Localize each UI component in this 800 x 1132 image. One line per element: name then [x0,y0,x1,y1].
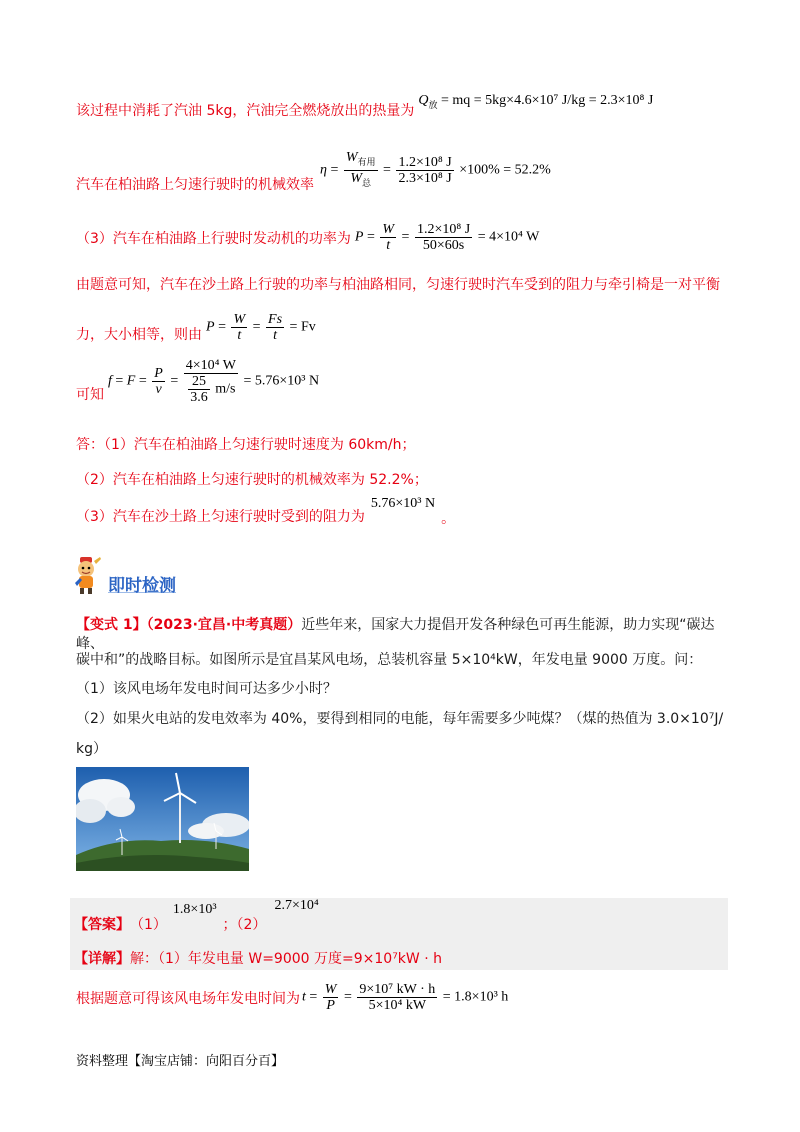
answer-box [70,898,728,970]
friction-formula: f = F = $\frac{P}{v}$ = 4×10⁴ W $\frac{25}{3.6}$ m/s = 5.76×10³ N [108,358,320,405]
force-from-formula: P = $\frac{W}{t}$ = $\frac{Fs}{t}$ = Fv [206,312,316,343]
time-formula: t = $\frac{W}{P}$ = $\frac{\text{9×10⁷ kW · h}}{\text{5×10⁴ kW}}$ = 1.8×10³ h [302,982,509,1013]
explanation-line [74,948,442,968]
efficiency-formula: η = $\frac{W_{有用}}{W_总}$ = $\frac{\text{1.2×10⁸ J}}{\text{2.3×10⁸ J}}$ ×100% = 52.2% [320,150,551,188]
solution-line-efficiency [76,150,551,194]
explanation-label: 【详解】 [74,951,130,967]
question-line-2: 碳中和”的战略目标。如图所示是宜昌某风电场，总装机容量 5×10⁴kW，年发电量 9000 万度。问： [76,652,703,668]
heat-formula: $Q_放$ = mq = 5kg×4.6×10⁷ J/kg = 2.3×10⁸ J [418,93,654,110]
solution-line-force-from [76,312,316,343]
answer-line: 【答案】 （1） 1.8×10³ ；（2） 2.7×10⁴ [74,898,319,933]
solution-line-equal-power: 由题意可知，汽车在沙土路上行驶的功率与柏油路相同，匀速行驶时汽车受到的阻力与牵引椅是一对平衡 [76,277,720,293]
section-heading: 即时检测 [108,576,176,596]
question-part-2-line-1: （2）如果火电站的发电效率为 40%，要得到相同的电能，每年需要多少吨煤？（煤的热值为 3.0×10⁷J/ [76,711,724,727]
explanation-time-line [76,982,508,1013]
answer-value-2: 2.7×10⁴ [274,898,319,913]
efficiency-text: 汽车在柏油路上匀速行驶时的机械效率 [76,177,314,194]
answer-label: 【答案】 [74,917,130,933]
friction-text: 可知 [76,386,104,403]
footer-text: 资料整理【淘宝店铺：向阳百分百】 [76,1054,285,1069]
wind-turbine-photo [76,767,249,871]
question-part-2-line-2: kg） [76,741,107,757]
question-part-1: （1）该风电场年发电时间可达多少小时？ [76,681,337,697]
answer-value-1: 1.8×10³ [172,902,217,917]
solution-line-heat [76,93,654,120]
answer-summary-1: 答：（1）汽车在柏油路上匀速行驶时速度为 60km/h； [76,437,416,453]
force-from-text: 力，大小相等，则由 [76,326,202,343]
explanation-text: 解：（1）年发电量 W=9000 万度=9×10⁷kW · h [130,951,442,967]
answer-friction-value: 5.76×10³ N [370,496,436,511]
question-tag: 【变式 1】 [76,617,147,633]
question-source: （2023·宜昌·中考真题） [146,617,302,633]
question-intro: 近些年来，国家大力提倡开发各种绿色可再生能源，助力实现“碳达峰、 [76,617,715,652]
answer-summary-3: （3）汽车在沙土路上匀速行驶时受到的阻力为 5.76×10³ N 。 [76,496,456,527]
power-text: （3）汽车在柏油路上行驶时发动机的功率为 [76,230,351,247]
power-formula: P = $\frac{W}{t}$ = $\frac{\text{1.2×10⁸ J}}{50\times 60s}$ = 4×10⁴ W [354,222,540,253]
pencil-mascot-icon [70,553,104,595]
solution-line-friction [76,358,319,405]
solution-line-power [76,222,539,253]
answer-summary-2: （2）汽车在柏油路上匀速行驶时的机械效率为 52.2%； [76,472,428,488]
heat-text: 该过程中消耗了汽油 5kg，汽油完全燃烧放出的热量为 [76,103,415,119]
time-text: 根据题意可得该风电场年发电时间为 [76,990,300,1007]
